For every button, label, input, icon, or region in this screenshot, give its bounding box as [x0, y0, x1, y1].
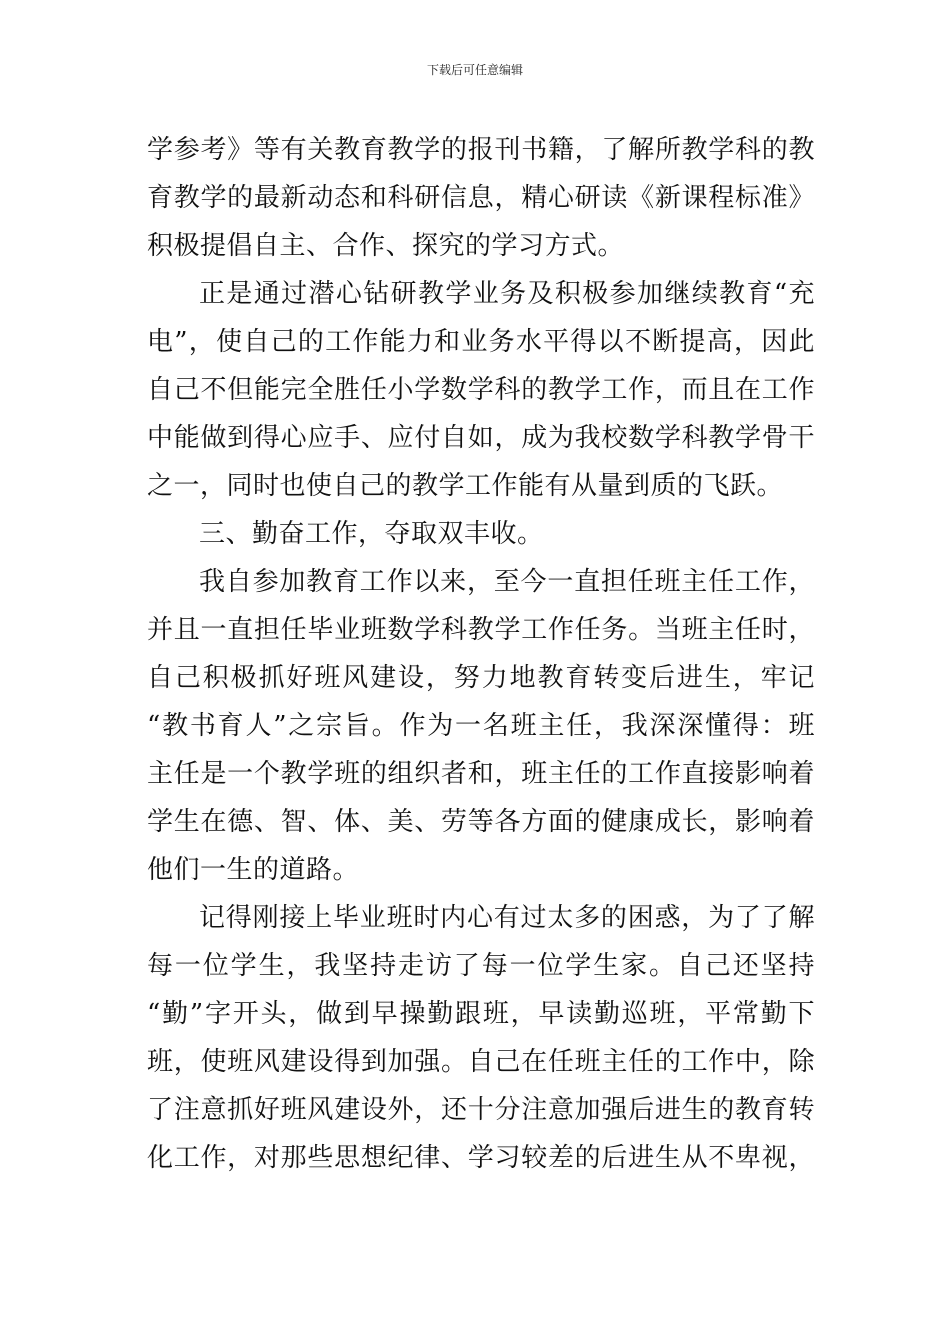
text-line: “教书育人”之宗旨。作为一名班主任，我深深懂得：班 [147, 711, 815, 741]
text-line: 了注意抓好班风建设外，还十分注意加强后进生的教育转 [147, 1095, 815, 1125]
text-line: 并且一直担任毕业班数学科教学工作任务。当班主任时， [147, 615, 815, 645]
text-line: 自己不但能完全胜任小学数学科的教学工作，而且在工作 [147, 375, 815, 405]
text-line: 班，使班风建设得到加强。自己在任班主任的工作中，除 [147, 1047, 815, 1077]
text-line: 我自参加教育工作以来，至今一直担任班主任工作， [199, 567, 815, 597]
text-line: 积极提倡自主、合作、探究的学习方式。 [147, 231, 625, 261]
text-line: 电”，使自己的工作能力和业务水平得以不断提高，因此 [147, 327, 815, 357]
text-line: “勤”字开头，做到早操勤跟班，早读勤巡班，平常勤下 [147, 999, 815, 1029]
text-line: 学参考》等有关教育教学的报刊书籍，了解所教学科的教 [147, 135, 815, 165]
text-line: 每一位学生，我坚持走访了每一位学生家。自己还坚持 [147, 951, 815, 981]
text-line: 记得刚接上毕业班时内心有过太多的困惑，为了了解 [199, 903, 815, 933]
text-line: 他们一生的道路。 [147, 855, 360, 885]
text-line: 育教学的最新动态和科研信息，精心研读《新课程标准》 [147, 183, 815, 213]
page-header: 下载后可任意编辑 [426, 63, 523, 77]
section-heading: 三、勤奋工作，夺取双丰收。 [199, 519, 544, 549]
text-line: 学生在德、智、体、美、劳等各方面的健康成长，影响着 [147, 807, 815, 837]
text-line: 主任是一个教学班的组织者和，班主任的工作直接影响着 [147, 759, 815, 789]
text-line: 自己积极抓好班风建设，努力地教育转变后进生，牢记 [147, 663, 815, 693]
text-line: 中能做到得心应手、应付自如，成为我校数学科教学骨干 [147, 423, 815, 453]
text-line: 正是通过潜心钻研教学业务及积极参加继续教育“充 [199, 279, 815, 309]
text-line: 化工作，对那些思想纪律、学习较差的后进生从不卑视， [147, 1143, 815, 1173]
body-text [147, 126, 815, 1182]
text-line: 之一，同时也使自己的教学工作能有从量到质的飞跃。 [147, 471, 784, 501]
